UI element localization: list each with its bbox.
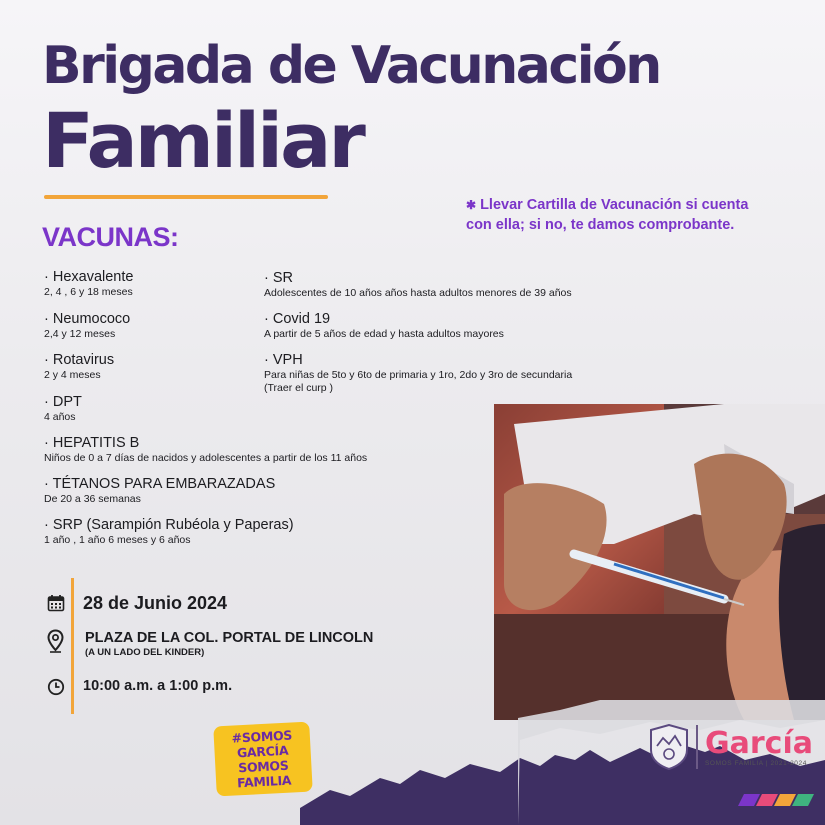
vaccine-desc: Para niñas de 5to y 6to de primaria y 1ro, 2do y 3ro de secundaria: [264, 369, 573, 381]
vaccine-item: [44, 352, 114, 382]
vaccine-item: [264, 352, 572, 395]
garcia-logo: [705, 726, 813, 761]
vaccine-item: [264, 311, 504, 341]
vaccine-item: [44, 269, 133, 299]
vaccine-name: · Rotavirus: [44, 352, 115, 368]
vaccine-desc: A partir de 5 años de edad y hasta adultos mayores: [264, 328, 504, 340]
info-divider: [71, 578, 74, 714]
vaccine-name: · Neumococo: [44, 311, 131, 327]
vacunas-heading: VACUNAS:: [42, 222, 179, 252]
badge-line3: SOMOS: [237, 757, 289, 776]
vaccine-item: [264, 270, 572, 300]
somos-garcia-badge: [213, 722, 313, 797]
cartilla-note: [466, 195, 766, 235]
title-underline: [44, 195, 328, 199]
vaccine-desc: Adolescentes de 10 años años hasta adultos menores de 39 años: [264, 287, 572, 299]
vaccine-name: · DPT: [44, 394, 82, 410]
map-pin-icon: [47, 629, 64, 653]
clock-icon: [47, 678, 65, 696]
event-place-sub: (A UN LADO DEL KINDER): [85, 647, 205, 658]
badge-line2: GARCÍA: [236, 742, 289, 761]
page-title-line2: Familiar: [42, 96, 363, 185]
logo-separator: [696, 725, 698, 769]
vaccine-name: · VPH: [264, 352, 303, 368]
vaccine-name: · TÉTANOS PARA EMBARAZADAS: [44, 476, 276, 492]
vaccine-item: [44, 476, 275, 506]
vaccine-item: [44, 435, 367, 465]
vaccine-desc: Niños de 0 a 7 días de nacidos y adolescentes a partir de los 11 años: [44, 452, 368, 464]
vaccine-name: · SRP (Sarampión Rubéola y Paperas): [44, 517, 294, 533]
vaccination-photo: [494, 404, 825, 720]
vaccine-item: [44, 394, 82, 424]
vaccine-item: [44, 517, 294, 547]
color-stripes: [738, 794, 818, 806]
vaccine-name: · Hexavalente: [44, 269, 134, 285]
vaccine-item: [44, 311, 130, 341]
page-title-line1: Brigada de Vacunación: [42, 36, 660, 96]
vaccine-desc: De 20 a 36 semanas: [44, 493, 141, 505]
mountain-silhouette: [0, 700, 825, 825]
vaccine-name: · HEPATITIS B: [44, 435, 140, 451]
vaccine-desc: 2,4 y 12 meses: [44, 328, 116, 340]
vaccine-desc: 2 y 4 meses: [44, 369, 101, 381]
calendar-icon: [47, 594, 65, 612]
event-place: PLAZA DE LA COL. PORTAL DE LINCOLN: [85, 630, 374, 646]
vaccine-name: · Covid 19: [264, 311, 331, 327]
asterisk-icon: ✱: [466, 198, 477, 212]
vaccine-desc: 2, 4 , 6 y 18 meses: [44, 286, 133, 298]
event-time: 10:00 a.m. a 1:00 p.m.: [83, 678, 233, 694]
garcia-logo-text: García: [705, 726, 813, 761]
vaccine-name: · SR: [264, 270, 293, 286]
badge-line4: FAMILIA: [236, 772, 292, 791]
garcia-logo-subtitle: SOMOS FAMILIA | 2021-2024: [705, 760, 807, 767]
badge-line1: #SOMOS: [231, 727, 293, 746]
vaccine-desc: 4 años: [44, 411, 76, 423]
event-date: 28 de Junio 2024: [83, 593, 228, 613]
cartilla-note-text: Llevar Cartilla de Vacunación si cuenta con ella; si no, te damos comprobante.: [466, 197, 749, 233]
vaccine-desc: 1 año , 1 año 6 meses y 6 años: [44, 534, 191, 546]
municipal-shield-icon: [648, 724, 690, 770]
vaccine-desc-extra: (Traer el curp ): [264, 382, 334, 394]
